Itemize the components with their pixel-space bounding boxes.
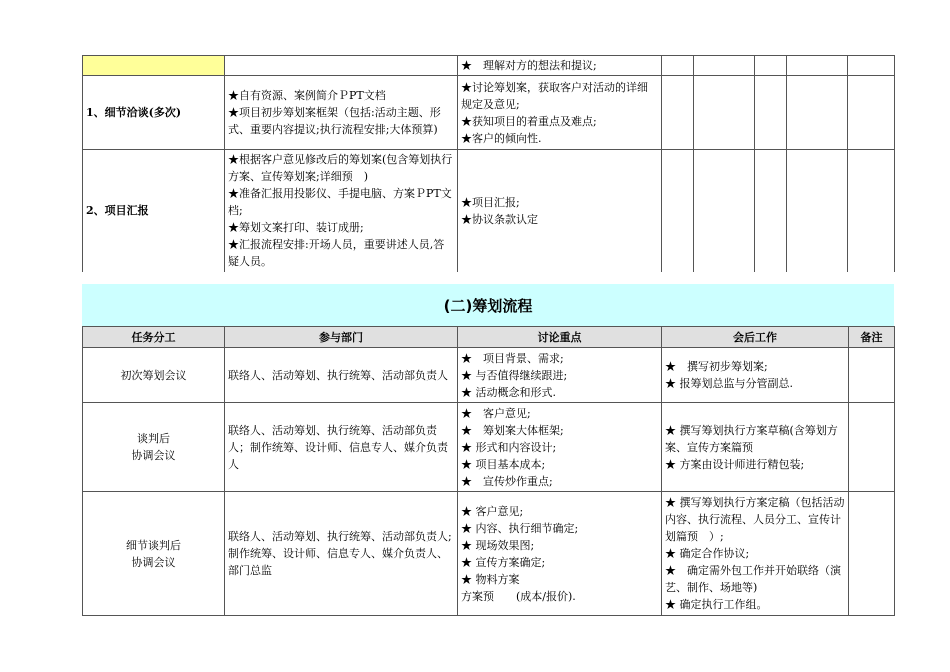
note-cell [849, 492, 895, 616]
table-row [83, 492, 895, 616]
focus-cell-row1: ★讨论筹划案，获取客户对活动的详细规定及意见; ★获知项目的着重点及难点; ★客户的倾向性. [458, 76, 662, 150]
departments-cell: 联络人、活动筹划、执行统筹、活动部负责人;制作统筹、设计师、信息专人、媒介负责人、部门总监 [225, 492, 458, 616]
focus-cell: ★ 客户意见; ★ 内容、执行细节确定; ★ 现场效果图; ★ 宣传方案确定; ★ 物料方案 方案预 (成本/报价). [458, 492, 662, 616]
table-header-row [83, 327, 895, 348]
after-cell: ★ 撰写筹划执行方案定稿（包括活动内容、执行流程、人员分工、宣传计划篇预 ）; ★ 确定合作协议; ★ 确定需外包工作并开始联络（演艺、制作、场地等) ★ 确定执行工作组。 [662, 492, 849, 616]
stage-detail-negotiation: 1、细节洽谈(多次) [83, 76, 225, 150]
task-cell: 初次筹划会议 [83, 348, 225, 403]
focus-cell-row0: ★ 理解对方的想法和提议; [458, 56, 662, 76]
focus-cell: ★ 项目背景、需求; ★ 与否值得继续跟进; ★ 活动概念和形式. [458, 348, 662, 403]
materials-cell-row2: ★根据客户意见修改后的筹划案(包含筹划执行方案、宣传筹划案;详细预 ) ★准备汇报用投影仪、手提电脑、方案ＰPT文档; ★筹划文案打印、装订成册; ★汇报流程安排:开场人员，重要讲述人员,答疑人员。 [225, 150, 458, 272]
table-row [83, 348, 895, 403]
header-departments: 参与部门 [225, 327, 458, 348]
highlight-cell [83, 56, 225, 76]
planning-process-table [82, 326, 895, 616]
focus-cell-row2: ★项目汇报; ★协议条款认定 [458, 150, 662, 272]
header-task: 任务分工 [83, 327, 225, 348]
empty-cell [225, 56, 458, 76]
note-cell [849, 403, 895, 492]
stage-project-report: 2、项目汇报 [83, 150, 225, 272]
header-note: 备注 [849, 327, 895, 348]
header-focus: 讨论重点 [458, 327, 662, 348]
task-cell: 谈判后 协调会议 [83, 403, 225, 492]
focus-cell: ★ 客户意见; ★ 筹划案大体框架; ★ 形式和内容设计; ★ 项目基本成本; ★ 宣传炒作重点; [458, 403, 662, 492]
section-title: (二)筹划流程 [82, 284, 894, 326]
top-continuation-table [82, 55, 895, 272]
departments-cell: 联络人、活动筹划、执行统筹、活动部负责人 [225, 348, 458, 403]
table-row [83, 403, 895, 492]
after-cell: ★ 撰写筹划执行方案草稿(含筹划方案、宣传方案篇预 ★ 方案由设计师进行精包装; [662, 403, 849, 492]
materials-cell-row1: ★自有资源、案例简介ＰPT文档 ★项目初步筹划案框架（包括:活动主题、形式、重要内容提议;执行流程安排;大体预算) [225, 76, 458, 150]
note-cell [849, 348, 895, 403]
task-cell: 细节谈判后 协调会议 [83, 492, 225, 616]
departments-cell: 联络人、活动筹划、执行统筹、活动部负责人；制作统筹、设计师、信息专人、媒介负责人 [225, 403, 458, 492]
after-cell: ★ 撰写初步筹划案; ★ 报筹划总监与分管副总. [662, 348, 849, 403]
header-after: 会后工作 [662, 327, 849, 348]
